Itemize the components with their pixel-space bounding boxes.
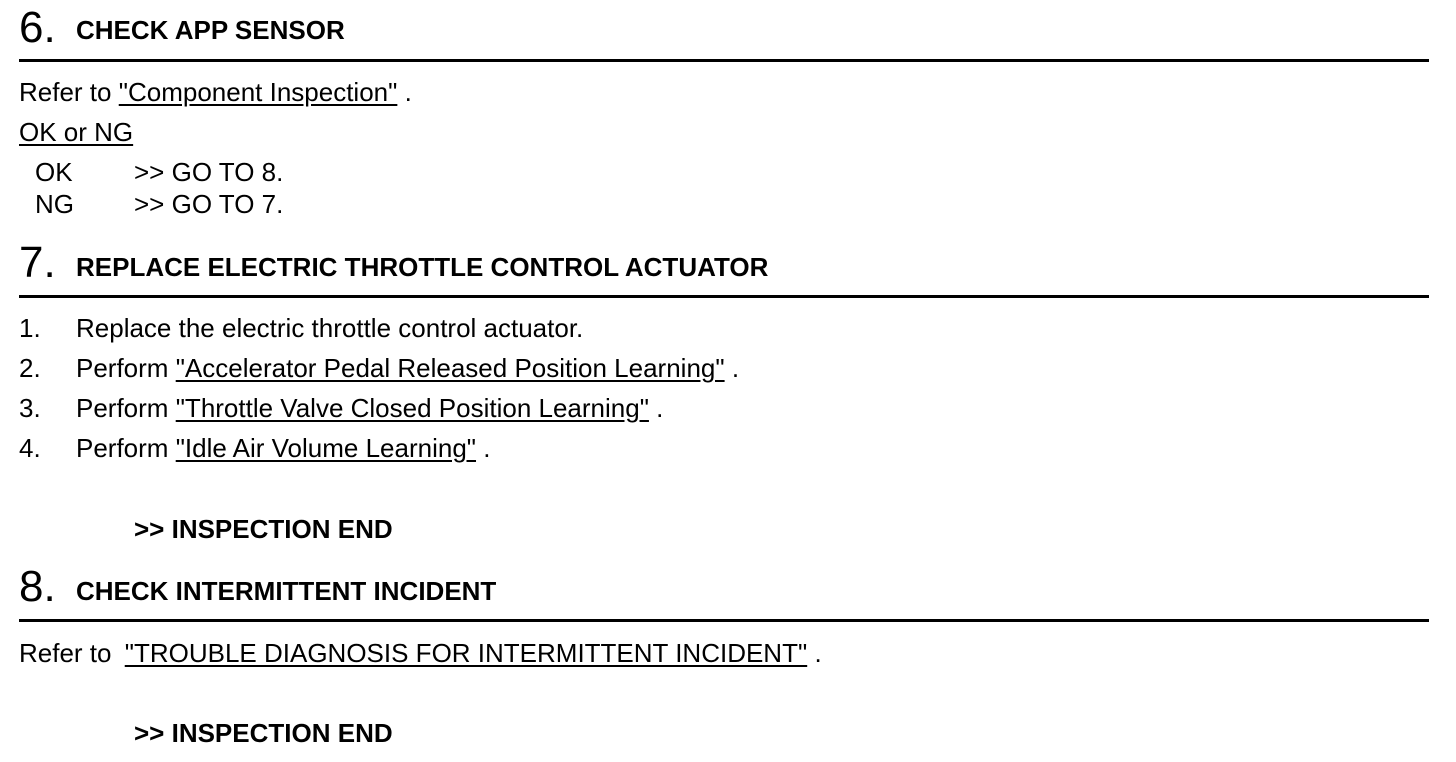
list-item-number: 1.: [19, 313, 41, 343]
result-ok-action: >> GO TO 8.: [134, 157, 284, 187]
list-item-number: 2.: [19, 353, 41, 383]
ok-or-ng-heading: OK or NG: [19, 117, 134, 147]
perform-suffix: .: [656, 393, 664, 423]
list-item-text: [76, 355, 739, 381]
list-item-text: [76, 435, 490, 461]
step-8-title: CHECK INTERMITTENT INCIDENT: [76, 576, 497, 606]
step-8-refer-prefix: Refer to: [19, 638, 112, 668]
idle-air-volume-learning-link[interactable]: "Idle Air Volume Learning": [175, 433, 477, 463]
step-6-number: 6.: [19, 3, 56, 52]
trouble-diagnosis-link[interactable]: "TROUBLE DIAGNOSIS FOR INTERMITTENT INCIDENT": [124, 638, 808, 668]
accelerator-pedal-learning-link[interactable]: "Accelerator Pedal Released Position Learning": [175, 353, 725, 383]
perform-prefix: Perform: [76, 353, 169, 383]
step-6-refer-prefix: Refer to: [19, 77, 112, 107]
step-6-refer-suffix: .: [404, 77, 412, 107]
list-item-text: [76, 395, 663, 421]
list-item-text: Replace the electric throttle control actuator.: [76, 313, 584, 343]
result-ok-code: OK: [35, 157, 73, 187]
step-7-inspection-end: >> INSPECTION END: [134, 514, 393, 544]
perform-suffix: .: [731, 353, 740, 383]
step-8-number: 8.: [19, 562, 56, 611]
step-6-title: CHECK APP SENSOR: [76, 15, 345, 45]
perform-prefix: Perform: [76, 433, 169, 463]
step-6-divider: [19, 59, 1429, 62]
step-7-number: 7.: [19, 238, 56, 287]
step-6-refer: [19, 79, 412, 105]
list-item-number: 4.: [19, 433, 41, 463]
step-8-inspection-end: >> INSPECTION END: [134, 718, 393, 748]
component-inspection-link[interactable]: "Component Inspection": [118, 77, 398, 107]
perform-suffix: .: [483, 433, 491, 463]
step-7-title: REPLACE ELECTRIC THROTTLE CONTROL ACTUATOR: [76, 252, 769, 282]
step-8-divider: [19, 619, 1429, 622]
perform-prefix: Perform: [76, 393, 169, 423]
step-8-refer-suffix: .: [814, 638, 822, 668]
list-item-number: 3.: [19, 393, 41, 423]
step-8-refer: [19, 640, 822, 666]
result-ng-action: >> GO TO 7.: [134, 189, 284, 219]
step-7-divider: [19, 295, 1429, 298]
result-ng-code: NG: [35, 189, 74, 219]
throttle-valve-learning-link[interactable]: "Throttle Valve Closed Position Learning": [175, 393, 649, 423]
